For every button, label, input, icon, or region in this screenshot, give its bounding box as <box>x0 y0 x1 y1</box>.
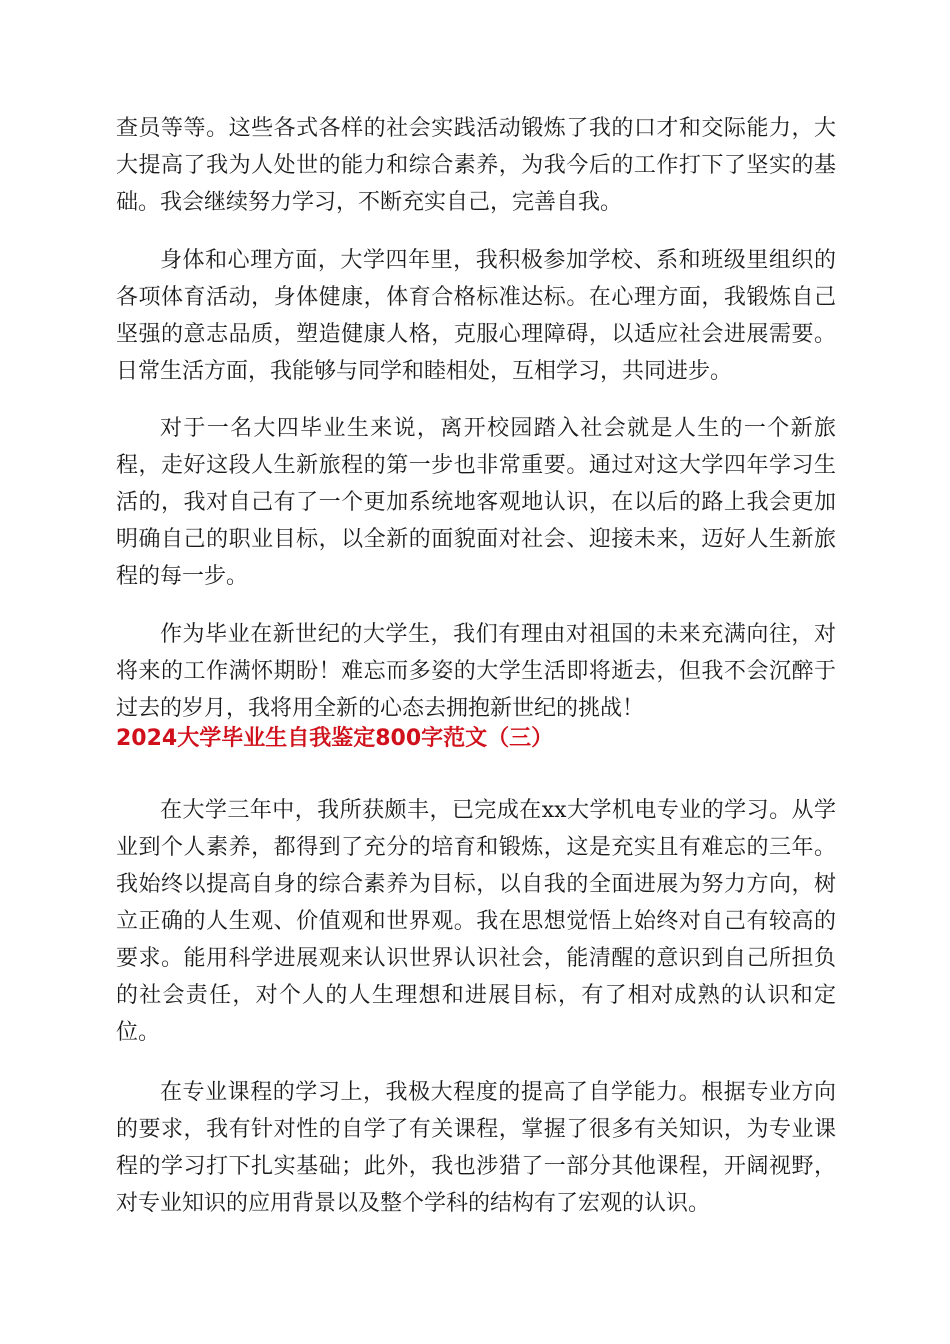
paragraph-three-years-study: 在大学三年中，我所获颇丰，已完成在xx大学机电专业的学习。从学业到个人素养，都得到了充分的培育和锻炼，这是充实且有难忘的三年。我始终以提高自身的综合素养为目标，以自我的全面进展为努力方向，树立正确的人生观、价值观和世界观。我在思想觉悟上始终对自己有较高的要求。能用科学进展观来认识世界认识社会，能清醒的意识到自己所担负的社会责任，对个人的人生理想和进展目标，有了相对成熟的认识和定位。 <box>116 798 836 1045</box>
paragraph-body-and-mind: 身体和心理方面，大学四年里，我积极参加学校、系和班级里组织的各项体育活动，身体健康，体育合格标准达标。在心理方面，我锻炼自己坚强的意志品质，塑造健康人格，克服心理障碍，以适应社会进展需要。日常生活方面，我能够与同学和睦相处，互相学习，共同进步。 <box>116 248 836 384</box>
paragraph-social-practice-continuation: 查员等等。这些各式各样的社会实践活动锻炼了我的口才和交际能力，大大提高了我为人处世的能力和综合素养，为我今后的工作打下了坚实的基础。我会继续努力学习，不断充实自己，完善自我。 <box>116 116 836 215</box>
paragraph-new-century-graduate: 作为毕业在新世纪的大学生，我们有理由对祖国的未来充满向往，对将来的工作满怀期盼！难忘而多姿的大学生活即将逝去，但我不会沉醉于过去的岁月，我将用全新的心态去拥抱新世纪的挑战！ <box>116 622 836 721</box>
paragraph-new-journey: 对于一名大四毕业生来说，离开校园踏入社会就是人生的一个新旅程，走好这段人生新旅程的第一步也非常重要。通过对这大学四年学习生活的，我对自己有了一个更加系统地客观地认识，在以后的路上我会更加明确自己的职业目标，以全新的面貌面对社会、迎接未来，迈好人生新旅程的每一步。 <box>116 416 836 589</box>
section-heading: 2024大学毕业生自我鉴定800字范文（三） <box>116 726 554 751</box>
paragraph-professional-courses: 在专业课程的学习上，我极大程度的提高了自学能力。根据专业方向的要求，我有针对性的自学了有关课程，掌握了很多有关知识，为专业课程的学习打下扎实基础；此外，我也涉猎了一部分其他课程，开阔视野，对专业知识的应用背景以及整个学科的结构有了宏观的认识。 <box>116 1080 836 1216</box>
